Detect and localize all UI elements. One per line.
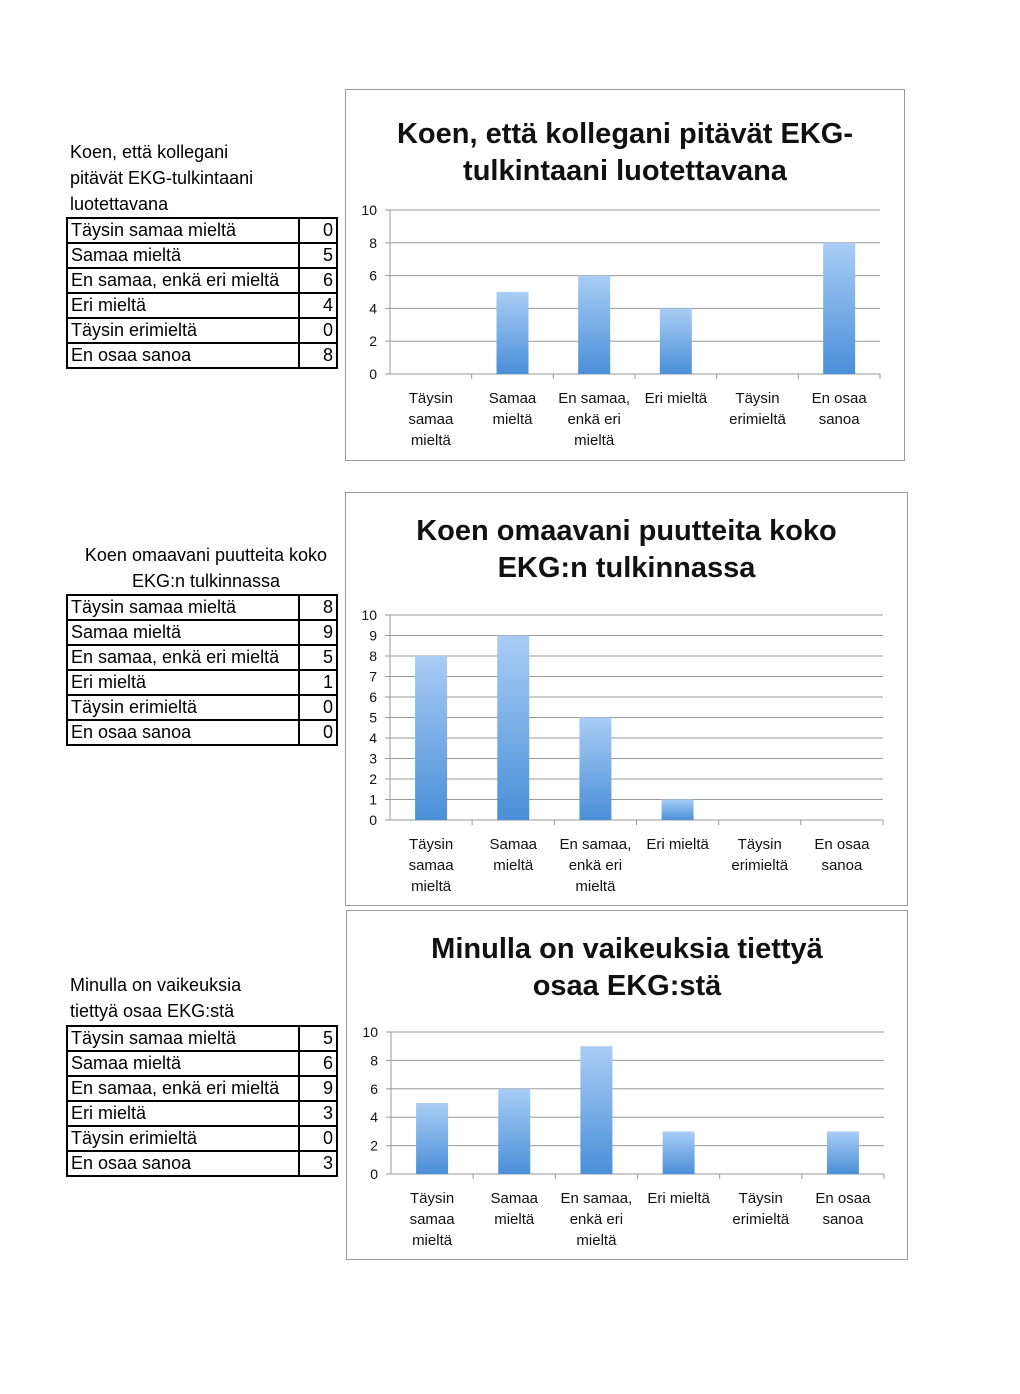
bar-chart-plot: [347, 911, 909, 1261]
row-label: Täysin erimieltä: [67, 695, 299, 720]
chart-title: Minulla on vaikeuksia tiettyä osaa EKG:stä: [431, 933, 823, 1002]
y-tick-label: 5: [369, 709, 377, 726]
row-label: Täysin samaa mieltä: [67, 595, 299, 620]
bar: [660, 308, 692, 374]
table-row: [67, 1026, 337, 1051]
row-value: 8: [299, 343, 337, 368]
table-row: [67, 1126, 337, 1151]
row-value: 3: [299, 1151, 337, 1176]
table-row: [67, 595, 337, 620]
table-caption: Koen, että kollegani pitävät EKG-tulkintaani luotettavana: [70, 142, 254, 214]
y-tick-label: 4: [369, 300, 377, 317]
chart-frame: [345, 492, 908, 906]
x-category-label: Eri mieltä: [644, 390, 708, 407]
y-tick-label: 9: [369, 627, 377, 644]
row-label: Samaa mieltä: [67, 1051, 299, 1076]
table-row: [67, 243, 337, 268]
row-value: 8: [299, 595, 337, 620]
row-label: En samaa, enkä eri mieltä: [67, 268, 299, 293]
table-row: [67, 343, 337, 368]
row-label: Täysin erimieltä: [67, 318, 299, 343]
row-value: 5: [299, 243, 337, 268]
bar-chart-plot: [346, 493, 909, 907]
row-label: Eri mieltä: [67, 1101, 299, 1126]
row-value: 5: [299, 645, 337, 670]
bar: [497, 292, 529, 374]
row-label: Täysin samaa mieltä: [67, 1026, 299, 1051]
table-row: [67, 1101, 337, 1126]
table-row: [67, 1076, 337, 1101]
row-value: 6: [299, 1051, 337, 1076]
bar: [579, 718, 611, 821]
table-row: [67, 268, 337, 293]
bar: [415, 656, 447, 820]
y-tick-label: 2: [369, 333, 377, 350]
table-caption: Koen omaavani puutteita koko EKG:n tulkinnassa: [84, 545, 328, 591]
row-label: En samaa, enkä eri mieltä: [67, 1076, 299, 1101]
row-label: Eri mieltä: [67, 293, 299, 318]
table-row: [67, 293, 337, 318]
table-row: [67, 695, 337, 720]
table-row: [67, 645, 337, 670]
row-value: 4: [299, 293, 337, 318]
x-category-label: En osaa sanoa: [811, 390, 867, 428]
y-tick-label: 10: [362, 1024, 378, 1040]
row-value: 0: [299, 1126, 337, 1151]
row-value: 9: [299, 1076, 337, 1101]
row-label: Täysin samaa mieltä: [67, 218, 299, 243]
y-tick-label: 6: [369, 267, 377, 284]
row-value: 1: [299, 670, 337, 695]
row-label: En osaa sanoa: [67, 1151, 299, 1176]
y-tick-label: 0: [369, 812, 377, 828]
x-category-label: Samaa mieltä: [490, 1190, 539, 1228]
row-value: 0: [299, 720, 337, 745]
y-tick-label: 3: [369, 750, 377, 767]
table-row: [67, 218, 337, 243]
bar: [662, 800, 694, 821]
bar: [580, 1046, 612, 1174]
bar: [497, 636, 529, 821]
table-row: [67, 1151, 337, 1176]
y-tick-label: 2: [370, 1137, 378, 1154]
chart-frame: [346, 910, 908, 1260]
y-tick-label: 1: [369, 791, 377, 808]
row-value: 0: [299, 695, 337, 720]
x-category-label: En osaa sanoa: [815, 1190, 871, 1228]
y-tick-label: 10: [361, 607, 377, 623]
y-tick-label: 7: [369, 668, 377, 685]
x-category-label: Täysin erimieltä: [731, 836, 789, 874]
bar: [578, 276, 610, 374]
row-label: Samaa mieltä: [67, 243, 299, 268]
y-tick-label: 6: [370, 1080, 378, 1097]
table-caption: Minulla on vaikeuksia tiettyä osaa EKG:stä: [70, 975, 242, 1021]
x-category-label: Eri mieltä: [647, 1190, 710, 1207]
chart-title: Koen omaavani puutteita koko EKG:n tulkinnassa: [416, 515, 837, 584]
y-tick-label: 4: [370, 1109, 378, 1126]
y-tick-label: 8: [369, 234, 377, 251]
x-category-label: En samaa, enkä eri mieltä: [560, 1190, 633, 1249]
table-row: [67, 720, 337, 745]
x-category-label: Täysin erimieltä: [732, 1190, 790, 1228]
row-label: En osaa sanoa: [67, 720, 299, 745]
bar: [663, 1131, 695, 1174]
x-category-label: En osaa sanoa: [814, 836, 870, 874]
x-category-label: Täysin samaa mieltä: [408, 390, 454, 449]
row-label: En samaa, enkä eri mieltä: [67, 645, 299, 670]
row-label: Eri mieltä: [67, 670, 299, 695]
x-category-label: Eri mieltä: [646, 836, 709, 853]
x-category-label: Samaa mieltä: [488, 390, 537, 428]
bar: [498, 1089, 530, 1174]
x-category-label: Täysin samaa mieltä: [409, 1190, 455, 1249]
bar: [416, 1103, 448, 1174]
table-row: [67, 620, 337, 645]
chart-frame: [345, 89, 905, 461]
row-label: Täysin erimieltä: [67, 1126, 299, 1151]
bar: [827, 1131, 859, 1174]
y-tick-label: 10: [361, 202, 377, 218]
x-category-label: Samaa mieltä: [489, 836, 538, 874]
table-row: [67, 318, 337, 343]
chart-title: Koen, että kollegani pitävät EKG- tulkintaani luotettavana: [396, 118, 854, 187]
y-tick-label: 6: [369, 689, 377, 705]
y-tick-label: 0: [370, 1166, 378, 1182]
row-value: 6: [299, 268, 337, 293]
row-value: 5: [299, 1026, 337, 1051]
y-tick-label: 4: [369, 730, 377, 746]
row-label: Samaa mieltä: [67, 620, 299, 645]
x-category-label: Täysin samaa mieltä: [408, 836, 454, 895]
table-row: [67, 1051, 337, 1076]
data-table: [66, 1025, 338, 1177]
bar-chart-plot: [346, 90, 906, 462]
row-label: En osaa sanoa: [67, 343, 299, 368]
x-category-label: En samaa, enkä eri mieltä: [558, 390, 631, 449]
row-value: 9: [299, 620, 337, 645]
y-tick-label: 8: [369, 648, 377, 664]
y-tick-label: 2: [369, 771, 377, 787]
x-category-label: Täysin erimieltä: [729, 390, 786, 428]
bar: [823, 243, 855, 374]
x-category-label: En samaa, enkä eri mieltä: [559, 836, 632, 895]
data-table: [66, 217, 338, 369]
table-row: [67, 670, 337, 695]
y-tick-label: 0: [369, 366, 377, 382]
row-value: 0: [299, 318, 337, 343]
row-value: 3: [299, 1101, 337, 1126]
y-tick-label: 8: [370, 1052, 378, 1069]
row-value: 0: [299, 218, 337, 243]
data-table: [66, 594, 338, 746]
